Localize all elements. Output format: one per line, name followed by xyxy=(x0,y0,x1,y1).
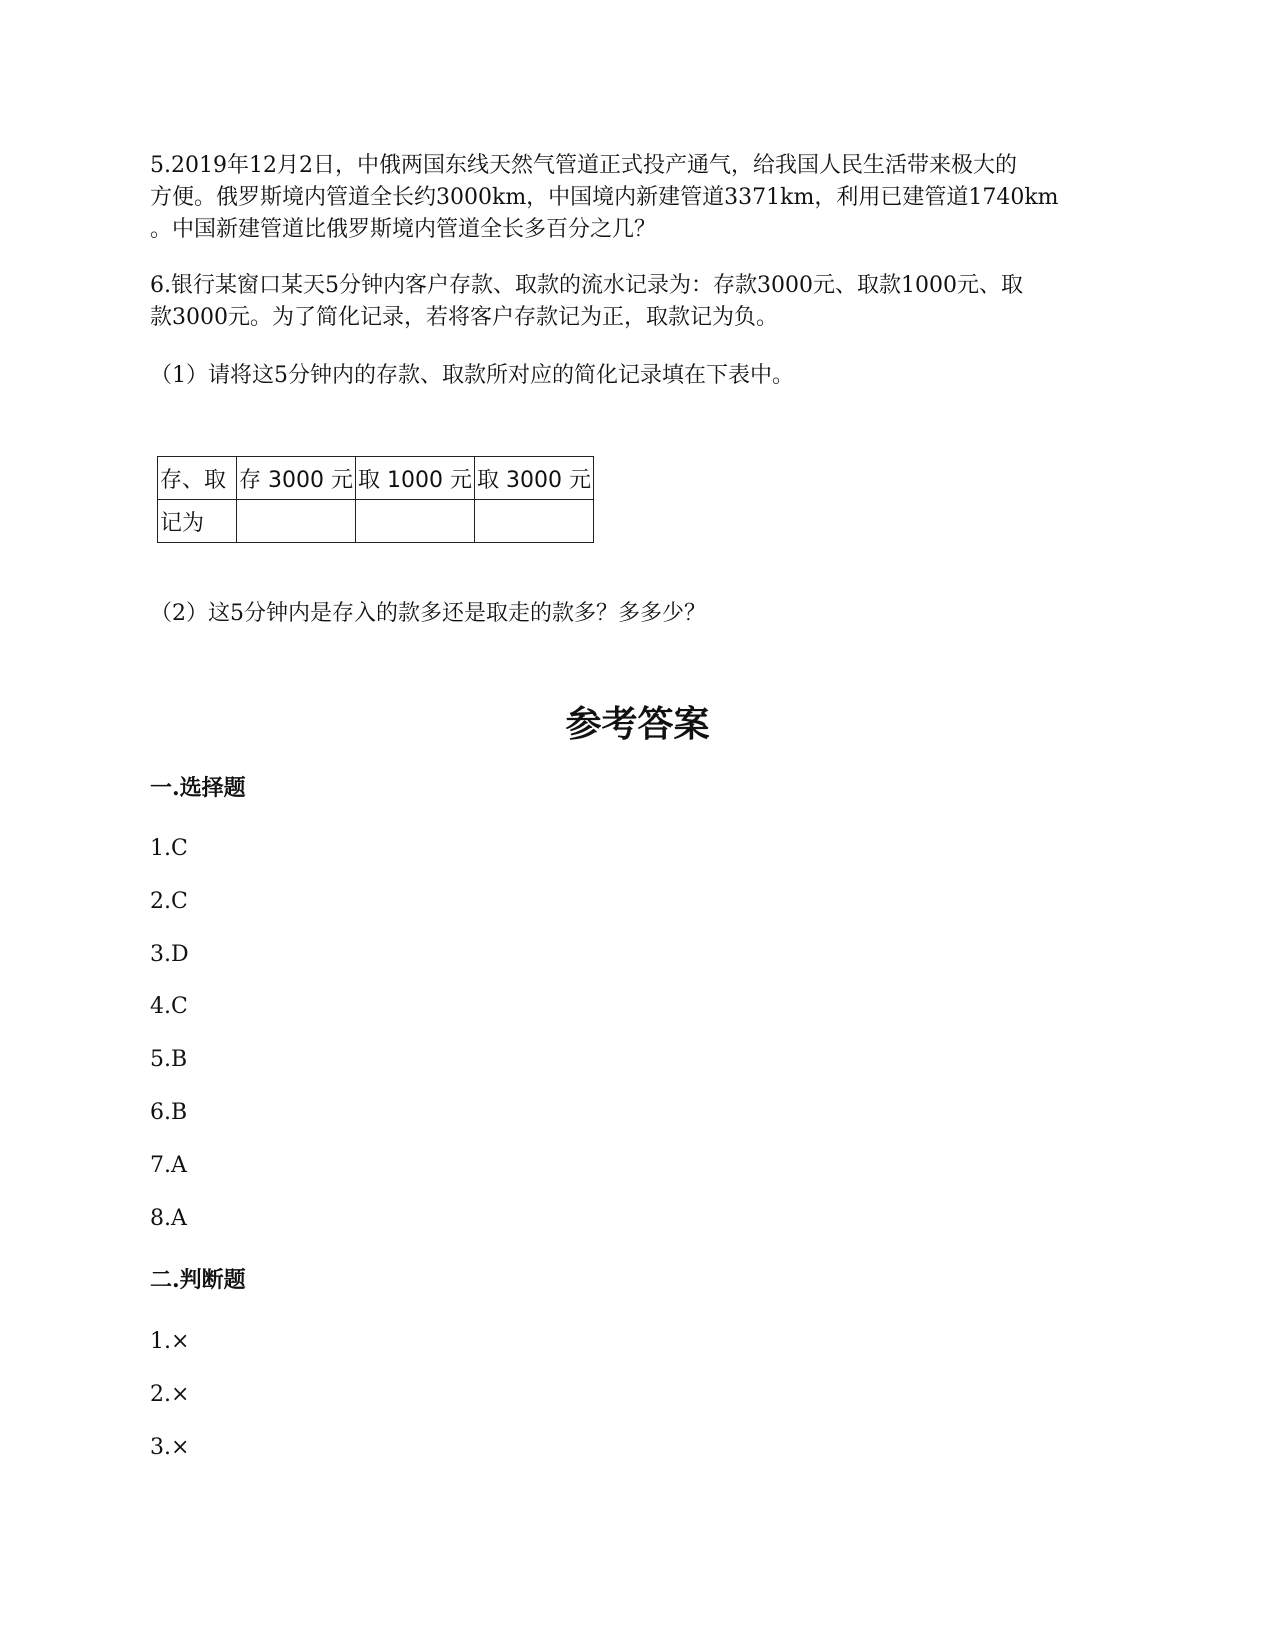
answer-blank-cell[interactable] xyxy=(355,500,474,543)
table-cell: 取 1000 元 xyxy=(355,457,474,500)
question-5-line-3: 。中国新建管道比俄罗斯境内管道全长多百分之几？ xyxy=(150,217,657,242)
answer-item: 8.A xyxy=(150,1206,187,1231)
question-6 xyxy=(150,270,1125,334)
table-cell: 存 3000 元 xyxy=(237,457,356,500)
table-row xyxy=(158,500,594,543)
table-cell: 存、取 xyxy=(158,457,237,500)
question-5 xyxy=(150,150,1125,246)
question-6-part-2: （2）这5分钟内是存入的款多还是取走的款多？多多少？ xyxy=(150,601,706,626)
answer-item: 1.C xyxy=(150,836,188,861)
page-title: 参考答案 xyxy=(565,703,710,745)
answer-item: 7.A xyxy=(150,1153,187,1178)
question-5-line-2: 方便。俄罗斯境内管道全长约3000km，中国境内新建管道3371km，利用已建管道1740km xyxy=(150,185,1059,210)
table-cell: 取 3000 元 xyxy=(474,457,593,500)
answer-blank-cell[interactable] xyxy=(237,500,356,543)
question-5-line-1: 5.2019年12月2日，中俄两国东线天然气管道正式投产通气，给我国人民生活带来极大的 xyxy=(150,153,1017,178)
record-table xyxy=(157,456,594,543)
answer-item: 1.× xyxy=(150,1329,190,1354)
section-heading-judgment: 二.判断题 xyxy=(150,1267,246,1293)
answer-item: 3.× xyxy=(150,1435,190,1460)
question-6-line-2: 款3000元。为了简化记录，若将客户存款记为正，取款记为负。 xyxy=(150,305,778,330)
question-6-line-1: 6.银行某窗口某天5分钟内客户存款、取款的流水记录为：存款3000元、取款1000元、取 xyxy=(150,273,1023,298)
answer-item: 4.C xyxy=(150,994,188,1019)
table-cell: 记为 xyxy=(158,500,237,543)
table-row xyxy=(158,457,594,500)
answer-item: 2.C xyxy=(150,889,188,914)
answer-item: 6.B xyxy=(150,1100,188,1125)
answer-blank-cell[interactable] xyxy=(474,500,593,543)
answer-item: 2.× xyxy=(150,1382,190,1407)
section-heading-choice: 一.选择题 xyxy=(150,775,246,801)
answer-item: 3.D xyxy=(150,942,189,967)
question-6-part-1: （1）请将这5分钟内的存款、取款所对应的简化记录填在下表中。 xyxy=(150,363,794,388)
answer-item: 5.B xyxy=(150,1047,188,1072)
